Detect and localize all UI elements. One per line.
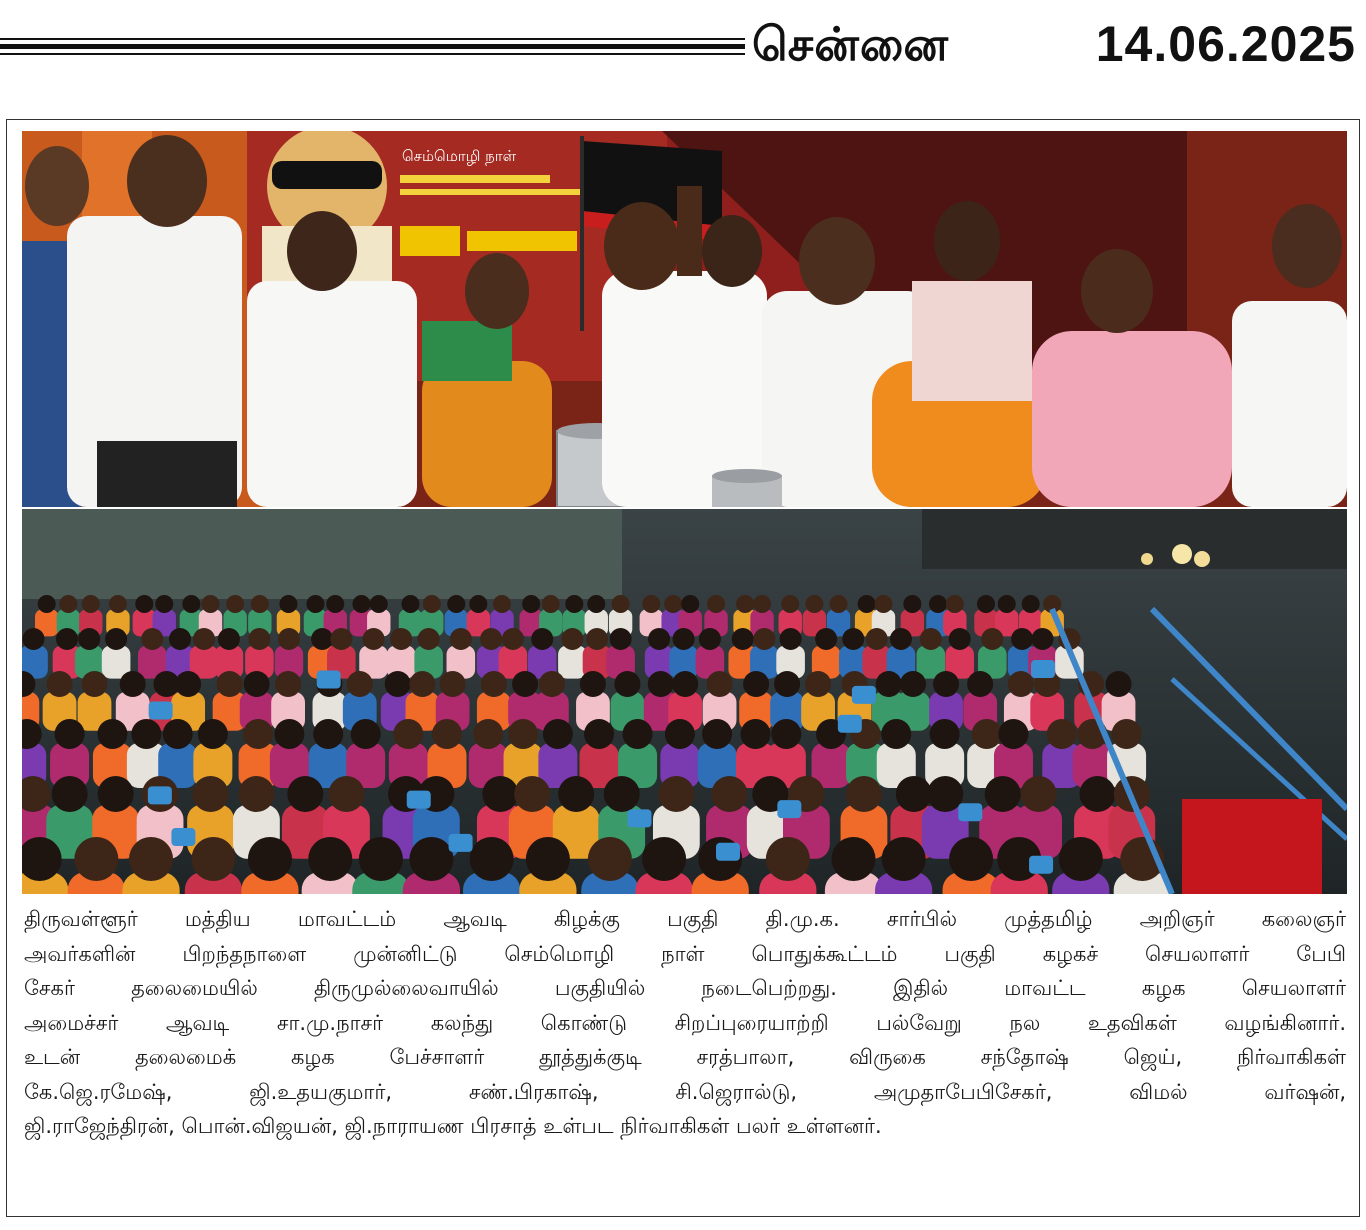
audience-member-head: [815, 628, 837, 650]
plastic-chair: [852, 686, 876, 704]
audience-member-head: [109, 595, 127, 613]
audience-member-head: [447, 595, 465, 613]
audience-member-head: [648, 671, 674, 697]
plastic-chair: [1029, 856, 1053, 874]
audience-member-head: [56, 628, 78, 650]
stage-photo: [22, 131, 1347, 507]
audience-member-head: [930, 719, 960, 749]
street-light: [1172, 544, 1192, 564]
audience-member-head: [278, 628, 300, 650]
audience-member-head: [480, 628, 502, 650]
audience-member-head: [482, 776, 518, 812]
audience-member-head: [903, 595, 921, 613]
audience-member-head: [243, 719, 273, 749]
audience-member-head: [169, 628, 191, 650]
audience-member-head: [141, 628, 163, 650]
caption-line: கே.ஜெ.ரமேஷ், ஜி.உதயகுமார், சண்.பிரகாஷ், சி.ஜெரால்டு, அமுதாபேபிசேகர், விமல் வர்ஷன்,: [24, 1079, 1346, 1104]
audience-member-head: [1059, 837, 1103, 881]
barricade-board: [1182, 799, 1322, 894]
rule-line: [0, 53, 745, 55]
audience-member-head: [890, 628, 912, 650]
audience-member-head: [182, 595, 200, 613]
audience-member-head: [311, 628, 333, 650]
audience-member-head: [38, 595, 56, 613]
plastic-chair: [958, 803, 982, 821]
audience-member-head: [275, 671, 301, 697]
audience-member-head: [1079, 776, 1115, 812]
audience-member-head: [248, 628, 270, 650]
audience-member-head: [587, 595, 605, 613]
audience-member-head: [163, 719, 193, 749]
plastic-chair: [317, 671, 341, 689]
audience-member-head: [1008, 671, 1034, 697]
audience-member-head: [531, 628, 553, 650]
audience-member-head: [743, 671, 769, 697]
audience-member-head: [842, 628, 864, 650]
audience-member-head: [539, 671, 565, 697]
audience-member-head: [711, 776, 747, 812]
audience-member-head: [753, 628, 775, 650]
plastic-chair: [149, 701, 173, 719]
rule-line: [0, 44, 745, 49]
edition-date: 14.06.2025: [1095, 16, 1356, 72]
audience-member-head: [920, 628, 942, 650]
audience-member-head: [642, 837, 686, 881]
audience-member-head: [766, 837, 810, 881]
masthead-rules: [0, 38, 745, 60]
audience-member-head: [175, 671, 201, 697]
audience-member-head: [251, 595, 269, 613]
audience-member-head: [967, 671, 993, 697]
audience-member-head: [881, 719, 911, 749]
audience-member-head: [287, 776, 323, 812]
audience-member-head: [561, 628, 583, 650]
caption-line: உடன் தலைமைக் கழக பேச்சாளர் தூத்துக்குடி சரத்பாலா, விருகை சந்தோஷ் ஜெய், நிர்வாகிகள்: [24, 1045, 1346, 1069]
audience-member-head: [155, 595, 173, 613]
audience-member-head: [328, 776, 364, 812]
audience-member-head: [193, 628, 215, 650]
audience-member-head: [876, 671, 902, 697]
audience-member-head: [882, 837, 926, 881]
audience-member-head: [614, 671, 640, 697]
audience-member-head: [673, 628, 695, 650]
audience-member-head: [363, 628, 385, 650]
audience-member-head: [1021, 776, 1057, 812]
audience-member-head: [981, 628, 1003, 650]
audience-member-head: [699, 628, 721, 650]
audience-member-head: [1047, 719, 1077, 749]
audience-member-head: [707, 595, 725, 613]
audience-member-head: [1011, 628, 1033, 650]
audience-member-head: [604, 776, 640, 812]
audience-member-head: [308, 837, 352, 881]
audience-member-head: [874, 595, 892, 613]
plastic-chair: [716, 843, 740, 861]
audience-member-head: [927, 776, 963, 812]
audience-member-head: [508, 719, 538, 749]
audience-member-head: [248, 837, 292, 881]
audience-member-head: [244, 671, 270, 697]
audience-member-head: [1106, 671, 1132, 697]
audience-member-head: [780, 628, 802, 650]
audience-member-head: [359, 837, 403, 881]
plastic-chair: [171, 828, 195, 846]
audience-member-head: [423, 595, 441, 613]
audience-member-head: [450, 628, 472, 650]
audience-member-head: [664, 595, 682, 613]
audience-member-head: [351, 719, 381, 749]
audience-member-head: [526, 837, 570, 881]
news-caption: [24, 902, 1346, 1144]
audience-member-head: [401, 595, 419, 613]
audience-member-head: [306, 595, 324, 613]
audience-member-head: [78, 628, 100, 650]
audience-member-head: [612, 595, 630, 613]
audience-photo: [22, 509, 1347, 894]
audience-member-head: [105, 628, 127, 650]
plastic-chair: [627, 809, 651, 827]
audience-member-head: [55, 719, 85, 749]
audience-member-head: [741, 719, 771, 749]
audience-member-head: [610, 628, 632, 650]
audience-member-head: [502, 628, 524, 650]
audience-member-head: [672, 671, 698, 697]
audience-member-head: [588, 837, 632, 881]
audience-member-head: [326, 595, 344, 613]
audience-member-head: [858, 595, 876, 613]
audience-member-head: [52, 776, 88, 812]
plastic-chair: [148, 786, 172, 804]
audience-member-head: [81, 671, 107, 697]
audience-member-head: [707, 671, 733, 697]
audience-member-head: [805, 671, 831, 697]
audience-member-head: [23, 628, 45, 650]
audience-member-head: [753, 595, 771, 613]
audience-member-head: [998, 719, 1028, 749]
audience-member-head: [933, 671, 959, 697]
audience-member-head: [972, 719, 1002, 749]
plastic-chair: [449, 834, 473, 852]
audience-member-head: [584, 719, 614, 749]
audience-member-head: [565, 595, 583, 613]
audience-member-head: [949, 837, 993, 881]
audience-member-head: [732, 628, 754, 650]
audience-member-head: [418, 628, 440, 650]
audience-member-head: [432, 719, 462, 749]
audience-member-head: [929, 595, 947, 613]
rule-line: [0, 38, 745, 40]
masthead: [0, 0, 1366, 100]
audience-member-head: [514, 776, 550, 812]
audience-member-head: [831, 837, 875, 881]
audience-member-head: [781, 595, 799, 613]
audience-member-head: [82, 595, 100, 613]
caption-line: சேகர் தலைமையில் திருமுல்லைவாயில் பகுதியில் நடைபெற்றது. இதில் மாவட்ட கழக செயலாளர்: [24, 976, 1346, 1000]
banner-title: செம்மொழி நாள்: [402, 147, 517, 165]
edition-city: சென்னை: [752, 17, 950, 71]
street-light: [1194, 551, 1210, 567]
audience-member-head: [648, 628, 670, 650]
caption-line: அமைச்சர் ஆவடி சா.மு.நாசர் கலந்து கொண்டு சிறப்புரையாற்றி பல்வேறு நல உதவிகள் வழங்கினார்.: [24, 1010, 1346, 1035]
audience-member-head: [129, 837, 173, 881]
audience-member-head: [896, 776, 932, 812]
audience-member-head: [522, 595, 540, 613]
audience-member-head: [977, 595, 995, 613]
audience-member-head: [131, 719, 161, 749]
audience-member-head: [642, 595, 660, 613]
audience-member-head: [313, 719, 343, 749]
audience-member-head: [440, 671, 466, 697]
audience-member-head: [385, 671, 411, 697]
audience-member-head: [846, 776, 882, 812]
audience-member-head: [736, 595, 754, 613]
audience-member-head: [390, 628, 412, 650]
audience-member-head: [330, 628, 352, 650]
audience-member-head: [866, 628, 888, 650]
audience-member-head: [352, 595, 370, 613]
audience-member-head: [542, 595, 560, 613]
audience-member-head: [135, 595, 153, 613]
audience-member-head: [409, 837, 453, 881]
plastic-chair: [777, 800, 801, 818]
audience-member-head: [805, 595, 823, 613]
audience-member-head: [493, 595, 511, 613]
audience-member-head: [409, 671, 435, 697]
audience-member-head: [193, 776, 229, 812]
audience-member-head: [97, 719, 127, 749]
audience-member-head: [771, 719, 801, 749]
audience-member-head: [1022, 595, 1040, 613]
audience-member-head: [580, 671, 606, 697]
audience-member-head: [998, 595, 1016, 613]
audience-member-head: [774, 671, 800, 697]
audience-member-head: [218, 628, 240, 650]
audience-member-head: [512, 671, 538, 697]
audience-member-head: [274, 719, 304, 749]
audience-member-head: [481, 671, 507, 697]
audience-member-head: [370, 595, 388, 613]
caption-line: ஜி.ராஜேந்திரன், பொன்.விஜயன், ஜி.நாராயண பிரசாத் உள்பட நிர்வாகிகள் பலர் உள்ளனர்.: [24, 1114, 882, 1138]
audience-member-head: [98, 776, 134, 812]
audience-member-head: [59, 595, 77, 613]
audience-member-head: [543, 719, 573, 749]
audience-member-head: [238, 776, 274, 812]
audience-member-head: [985, 776, 1021, 812]
audience-member-head: [201, 595, 219, 613]
audience-member-head: [900, 671, 926, 697]
plastic-chair: [1031, 660, 1055, 678]
street-light: [1141, 553, 1153, 565]
audience-member-head: [47, 671, 73, 697]
audience-member-head: [191, 837, 235, 881]
audience-member-head: [217, 671, 243, 697]
caption-line: அவர்களின் பிறந்தநாளை முன்னிட்டு செம்மொழி நாள் பொதுக்கூட்டம் பகுதி கழகச் செயலாளர் பேபி: [24, 941, 1346, 966]
audience-member-head: [949, 628, 971, 650]
audience-member-head: [558, 776, 594, 812]
audience-member-head: [623, 719, 653, 749]
audience-member-head: [226, 595, 244, 613]
audience-member-head: [665, 719, 695, 749]
audience-member-head: [658, 776, 694, 812]
audience-member-head: [74, 837, 118, 881]
audience-member-head: [1032, 628, 1054, 650]
audience-member-head: [830, 595, 848, 613]
audience-member-head: [470, 837, 514, 881]
audience-member-head: [347, 671, 373, 697]
audience-member-head: [702, 719, 732, 749]
audience-member-head: [1112, 719, 1142, 749]
audience-member-head: [279, 595, 297, 613]
audience-member-head: [120, 671, 146, 697]
audience-member-head: [473, 719, 503, 749]
plastic-chair: [838, 715, 862, 733]
audience-member-head: [586, 628, 608, 650]
audience-member-body: [558, 646, 587, 679]
plastic-chair: [407, 791, 431, 809]
caption-line: திருவள்ளூர் மத்திய மாவட்டம் ஆவடி கிழக்கு பகுதி தி.மு.க. சார்பில் முத்தமிழ் அறிஞர் கலைஞர்: [24, 907, 1346, 931]
audience-member-head: [198, 719, 228, 749]
audience-member-head: [946, 595, 964, 613]
audience-member-head: [469, 595, 487, 613]
audience-member-head: [681, 595, 699, 613]
audience-member-head: [393, 719, 423, 749]
